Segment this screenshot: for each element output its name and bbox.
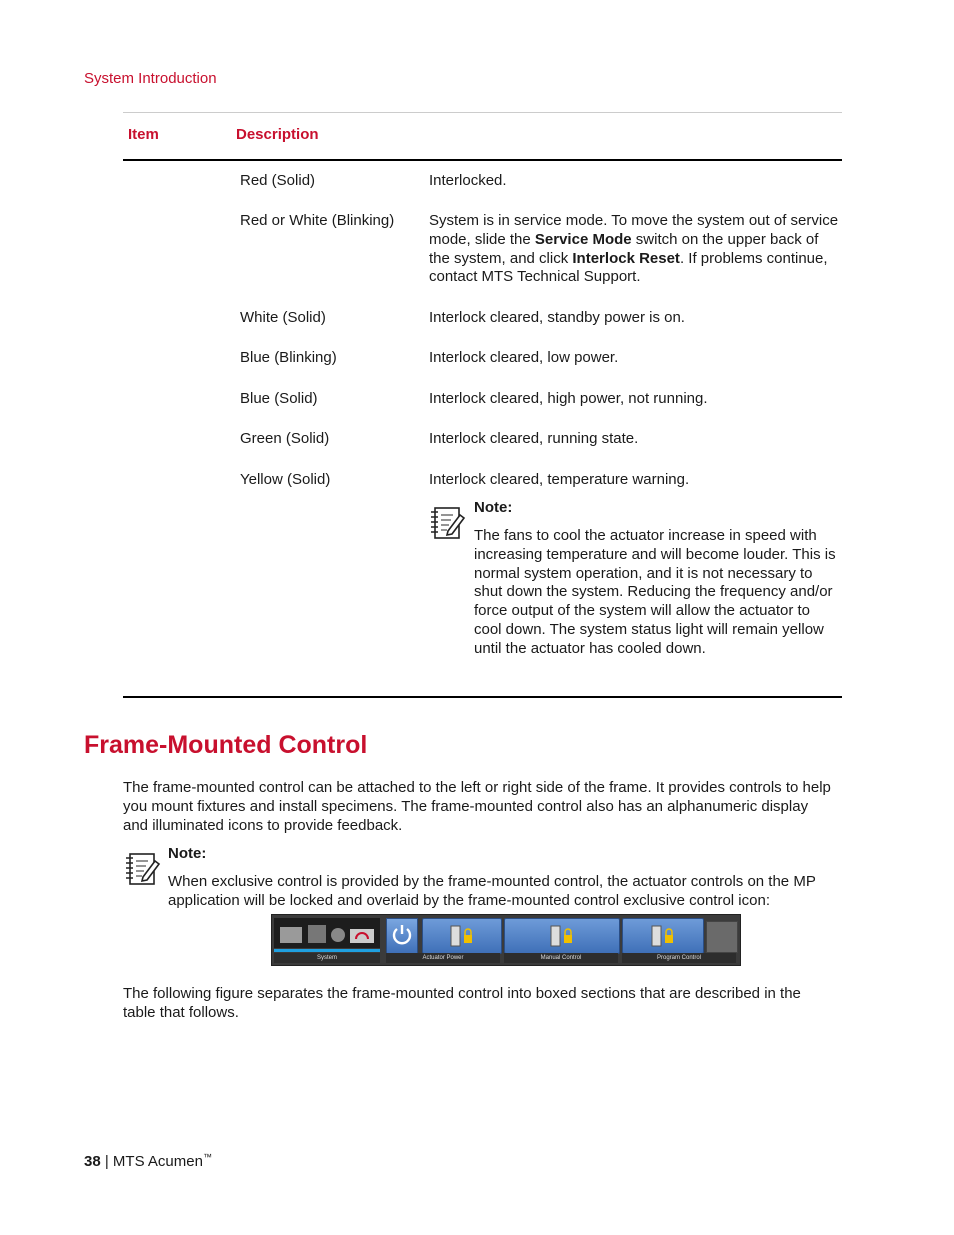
note-text: The fans to cool the actuator increase in speed with increasing temperature and will become louder. This is normal system operation, and it is not necessary to shut down the system. Reducing the frequency and/or force output of the system will allow the actuator to cool down. The system status light will remain yellow until the actuator has cooled down. [474,527,836,657]
row-desc: System is in service mode. To move the system out of service mode, slide the Service Mode switch on the upper back of the system, and click Interlock Reset. If problems continue, contact MTS Technical Support. [429,212,839,286]
note-title: Note: [168,845,207,862]
row-state: Red or White (Blinking) [240,212,395,229]
strip-label-system: System [274,953,380,963]
note-text: When exclusive control is provided by the frame-mounted control, the actuator controls on the MP application will be locked and overlaid by the frame-mounted control exclusive control icon: [168,873,816,909]
note-title: Note: [474,499,513,516]
row-state: White (Solid) [240,309,326,326]
system-panel [274,918,380,948]
strip-label-program-control: Program Control [622,953,736,963]
grey-panel [706,921,738,953]
header-rule [123,112,842,113]
actuator-power-panel [422,918,502,954]
col-header-item: Item [128,126,159,143]
section-intro: The frame-mounted control can be attached to the left or right side of the frame. It provides controls to help you mount fixtures and install specimens. The frame-mounted control also has an alphanumeric display and illuminated icons to provide feedback. [123,779,831,834]
system-status-icons [278,921,378,945]
trademark: ™ [202,1152,212,1162]
power-icon [387,919,417,949]
service-mode-term: Service Mode [534,230,632,248]
row-state: Blue (Solid) [240,390,318,407]
row-desc: Interlock cleared, temperature warning. [429,471,690,488]
strip-label-actuator-power: Actuator Power [386,953,500,963]
lock-icon [450,925,474,947]
note-icon [124,850,162,888]
table-header-rule [123,159,842,161]
system-progress [274,949,380,952]
row-state: Yellow (Solid) [240,471,331,488]
table-bottom-rule [123,696,842,698]
row-desc: Interlock cleared, low power. [429,349,619,366]
note-icon [429,504,467,542]
exclusive-control-screenshot [271,914,741,966]
page-number: 38 [84,1153,101,1170]
row-state: Green (Solid) [240,430,330,447]
program-control-panel [622,918,704,954]
page-footer: 38 | MTS Acumen™ [84,1152,212,1170]
strip-label-manual-control: Manual Control [504,953,618,963]
manual-control-panel [504,918,620,954]
row-state: Red (Solid) [240,172,316,189]
row-desc: Interlock cleared, running state. [429,430,639,447]
col-header-description: Description [236,126,319,143]
row-desc: Interlock cleared, high power, not running. [429,390,708,407]
running-header: System Introduction [84,70,217,87]
interlock-reset-term: Interlock Reset [572,249,680,267]
row-state: Blue (Blinking) [240,349,337,366]
lock-icon [550,925,574,947]
row-desc: Interlock cleared, standby power is on. [429,309,685,326]
lock-icon [651,925,675,947]
section-heading: Frame-Mounted Control [84,731,368,759]
row-desc: Interlocked. [429,172,507,189]
product-name: MTS Acumen [112,1153,203,1170]
section-outro: The following figure separates the frame-mounted control into boxed sections that are described in the table that follows. [123,985,801,1021]
power-button [386,918,418,954]
